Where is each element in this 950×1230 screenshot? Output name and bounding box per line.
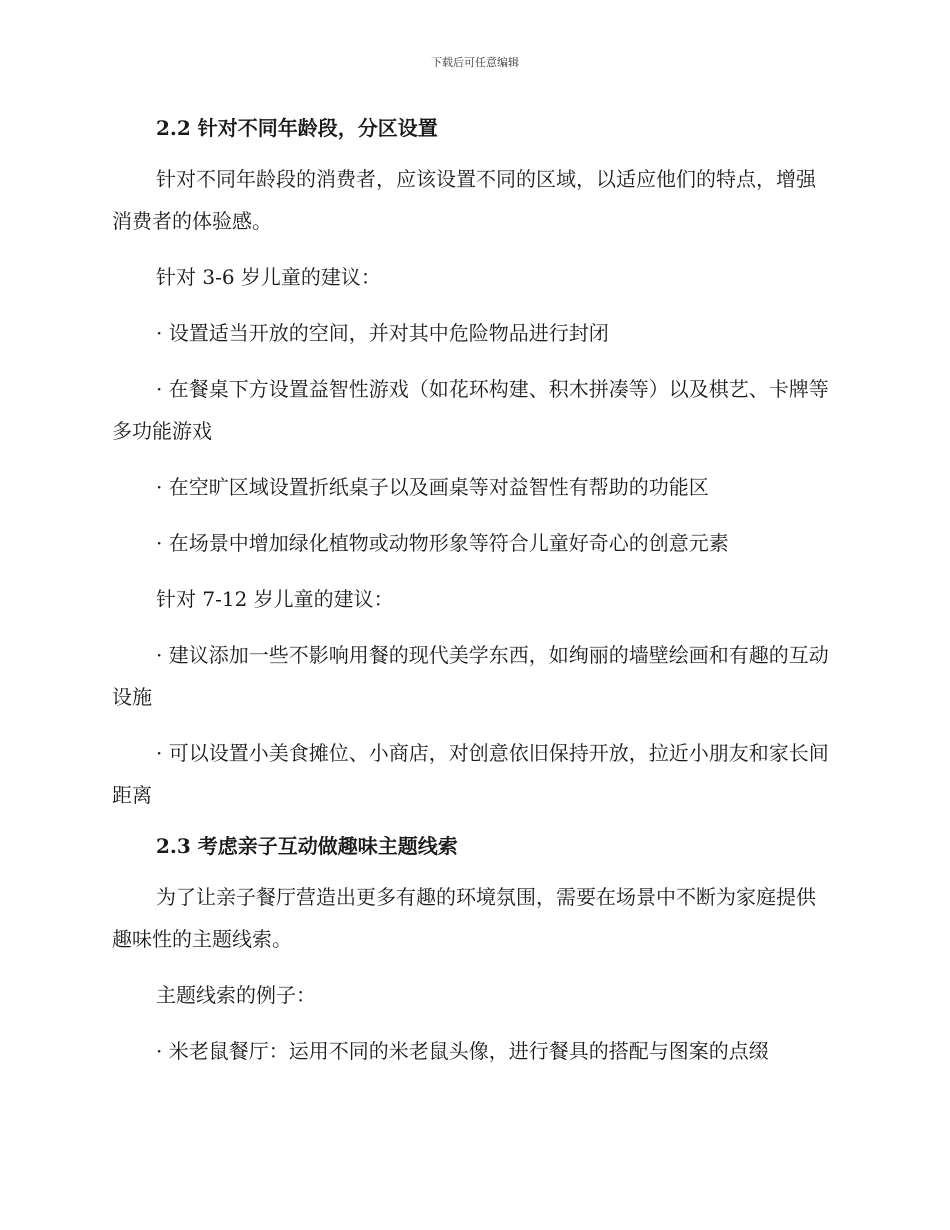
page-header-note: 下载后可任意编辑: [431, 56, 519, 69]
age-3-6-label: 针对 3-6 岁儿童的建议：: [156, 265, 381, 289]
section-2-3-title: 2.3 考虑亲子互动做趣味主题线索: [156, 834, 458, 858]
age-3-6-item: · 在餐桌下方设置益智性游戏（如花环构建、积木拼凑等）以及棋艺、卡牌等多功能游戏: [112, 377, 829, 443]
age-7-12-label: 针对 7-12 岁儿童的建议：: [156, 587, 394, 611]
examples-label: 主题线索的例子：: [156, 983, 316, 1007]
section-2-2-title: 2.2 针对不同年龄段，分区设置: [156, 116, 438, 140]
age-7-12-item: · 建议添加一些不影响用餐的现代美学东西，如绚丽的墙壁绘画和有趣的互动设施: [112, 643, 829, 709]
age-3-6-item: · 在场景中增加绿化植物或动物形象等符合儿童好奇心的创意元素: [156, 531, 729, 555]
age-3-6-item: · 在空旷区域设置折纸桌子以及画桌等对益智性有帮助的功能区: [156, 475, 709, 499]
document-body: [112, 108, 834, 1072]
age-7-12-item: · 可以设置小美食摊位、小商店，对创意依旧保持开放，拉近小朋友和家长间距离: [112, 741, 829, 807]
example-item: · 米老鼠餐厅：运用不同的米老鼠头像，进行餐具的搭配与图案的点缀: [156, 1039, 769, 1063]
age-3-6-item: · 设置适当开放的空间，并对其中危险物品进行封闭: [156, 321, 609, 345]
section-2-2-intro: 针对不同年龄段的消费者，应该设置不同的区域，以适应他们的特点，增强消费者的体验感。: [112, 167, 816, 233]
section-2-3-intro: 为了让亲子餐厅营造出更多有趣的环境氛围，需要在场景中不断为家庭提供趣味性的主题线索。: [112, 885, 816, 951]
